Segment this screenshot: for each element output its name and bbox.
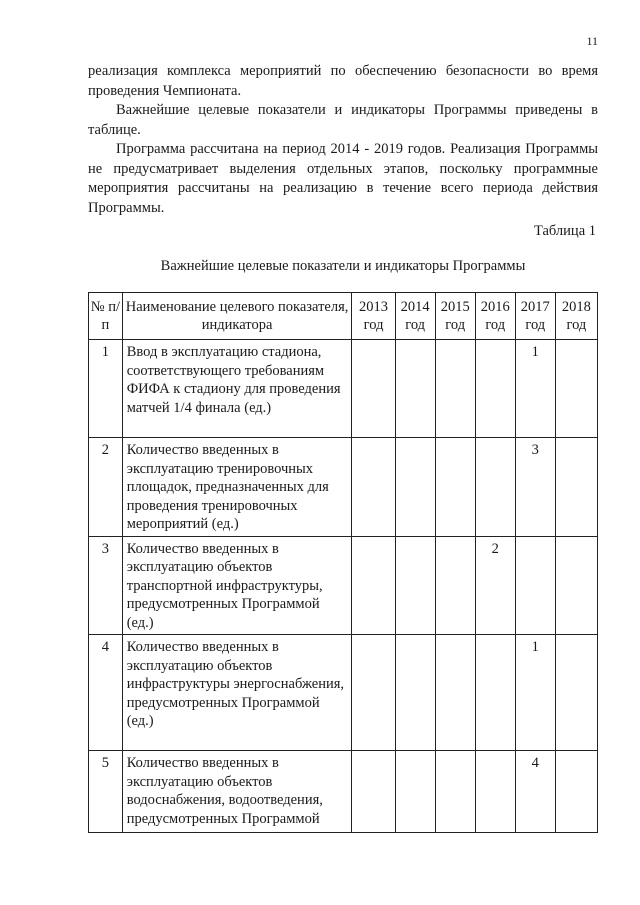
- table-row: [89, 536, 598, 635]
- cell-value: [475, 635, 515, 751]
- header-name: Наименование целевого показателя, индикатора: [122, 293, 352, 340]
- cell-value: [555, 536, 597, 635]
- row-name: Ввод в эксплуатацию стадиона, соответствующего требованиям ФИФА к стадиону для проведения матчей 1/4 финала (ед.): [122, 340, 352, 438]
- cell-value: 3: [515, 438, 555, 537]
- table-row: [89, 340, 598, 438]
- cell-value: [395, 438, 435, 537]
- cell-value: [475, 340, 515, 438]
- row-name: Количество введенных в эксплуатацию объектов водоснабжения, водоотведения, предусмотренных Программой: [122, 751, 352, 833]
- cell-value: [435, 438, 475, 537]
- indicators-table: [88, 292, 598, 833]
- cell-value: [435, 536, 475, 635]
- header-year: 2013 год: [352, 293, 395, 340]
- row-num: 4: [89, 635, 123, 751]
- row-name: Количество введенных в эксплуатацию объектов транспортной инфраструктуры, предусмотренных Программой (ед.): [122, 536, 352, 635]
- header-year: 2018 год: [555, 293, 597, 340]
- cell-value: [515, 536, 555, 635]
- cell-value: [435, 340, 475, 438]
- header-year: 2015 год: [435, 293, 475, 340]
- cell-value: 4: [515, 751, 555, 833]
- row-name: Количество введенных в эксплуатацию тренировочных площадок, предназначенных для проведения тренировочных мероприятий (ед.): [122, 438, 352, 537]
- header-num: № п/п: [89, 293, 123, 340]
- row-name: Количество введенных в эксплуатацию объектов инфраструктуры энергоснабжения, предусмотренных Программой (ед.): [122, 635, 352, 751]
- cell-value: 1: [515, 635, 555, 751]
- cell-value: [352, 635, 395, 751]
- body-text: [88, 62, 598, 218]
- page-number: 11: [586, 34, 598, 48]
- cell-value: [395, 635, 435, 751]
- cell-value: [555, 751, 597, 833]
- cell-value: [352, 340, 395, 438]
- paragraph: Программа рассчитана на период 2014 - 2019 годов. Реализация Программы не предусматривает выделения отдельных этапов, поскольку программные мероприятия рассчитаны на реализацию в течение всего периода действия Программы.: [88, 141, 598, 216]
- cell-value: [395, 340, 435, 438]
- cell-value: [555, 438, 597, 537]
- cell-value: [352, 438, 395, 537]
- table-label: Таблица 1: [533, 223, 596, 239]
- table-row: [89, 438, 598, 537]
- cell-value: [555, 340, 597, 438]
- row-num: 5: [89, 751, 123, 833]
- cell-value: [352, 536, 395, 635]
- cell-value: [435, 635, 475, 751]
- cell-value: [475, 438, 515, 537]
- cell-value: [435, 751, 475, 833]
- header-year: 2017 год: [515, 293, 555, 340]
- cell-value: [475, 751, 515, 833]
- table-row: [89, 635, 598, 751]
- paragraph: реализация комплекса мероприятий по обеспечению безопасности во время проведения Чемпионата.: [88, 63, 598, 99]
- cell-value: 2: [475, 536, 515, 635]
- table-row: [89, 751, 598, 833]
- cell-value: [352, 751, 395, 833]
- row-num: 2: [89, 438, 123, 537]
- cell-value: [395, 536, 435, 635]
- header-year: 2014 год: [395, 293, 435, 340]
- row-num: 3: [89, 536, 123, 635]
- header-year: 2016 год: [475, 293, 515, 340]
- cell-value: [395, 751, 435, 833]
- table-title: Важнейшие целевые показатели и индикаторы Программы: [160, 258, 526, 274]
- paragraph: Важнейшие целевые показатели и индикаторы Программы приведены в таблице.: [88, 102, 598, 138]
- table-header-row: [89, 293, 598, 340]
- cell-value: 1: [515, 340, 555, 438]
- cell-value: [555, 635, 597, 751]
- row-num: 1: [89, 340, 123, 438]
